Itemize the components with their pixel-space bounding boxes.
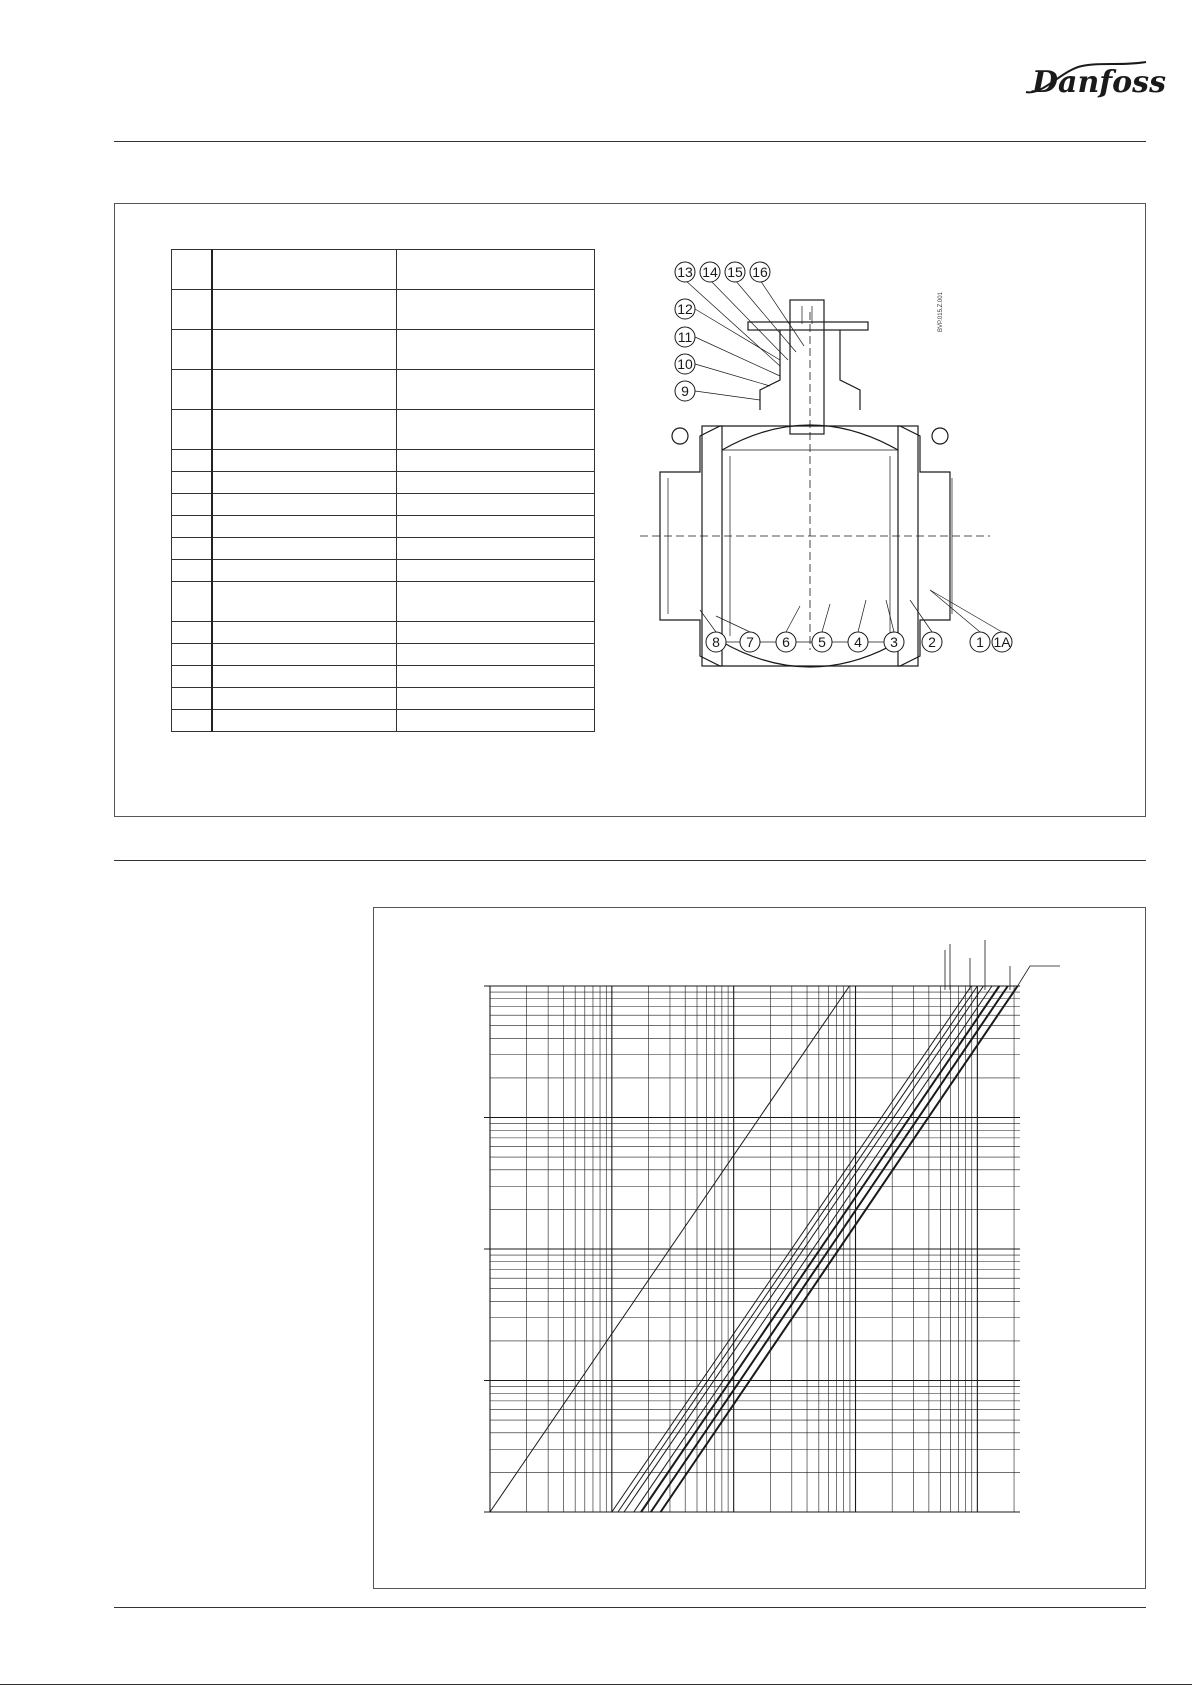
parts-table-row bbox=[172, 410, 595, 450]
leader-left bbox=[695, 364, 770, 386]
callout-7: 7 bbox=[746, 634, 754, 650]
parts-cell-num bbox=[172, 560, 213, 582]
top-divider bbox=[114, 141, 1146, 142]
parts-cell-mat bbox=[397, 538, 595, 560]
parts-cell-num bbox=[172, 494, 213, 516]
parts-table-row bbox=[172, 494, 595, 516]
stem bbox=[790, 300, 824, 434]
parts-table-row bbox=[172, 560, 595, 582]
valve-section-drawing bbox=[630, 260, 1060, 720]
parts-cell-name bbox=[212, 516, 397, 538]
lifting-lug-right bbox=[932, 428, 948, 444]
parts-cell-num bbox=[172, 250, 213, 290]
middle-divider bbox=[114, 860, 1146, 861]
parts-table-row bbox=[172, 290, 595, 330]
parts-table-row bbox=[172, 666, 595, 688]
parts-table-row bbox=[172, 250, 595, 290]
callout-12: 12 bbox=[677, 301, 693, 317]
parts-cell-mat bbox=[397, 622, 595, 644]
parts-cell-name bbox=[212, 582, 397, 622]
parts-cell-name bbox=[212, 410, 397, 450]
leader-bottom bbox=[930, 590, 980, 632]
parts-cell-name bbox=[212, 494, 397, 516]
parts-cell-num bbox=[172, 666, 213, 688]
lifting-lug-left bbox=[672, 428, 688, 444]
leader-bottom bbox=[858, 600, 866, 632]
parts-cell-mat bbox=[397, 644, 595, 666]
leader-bottom bbox=[786, 606, 800, 632]
callout-15: 15 bbox=[727, 264, 743, 280]
parts-cell-mat bbox=[397, 516, 595, 538]
leader-bottom bbox=[910, 600, 932, 632]
callout-4: 4 bbox=[854, 634, 862, 650]
leader-top bbox=[760, 280, 804, 346]
callout-8: 8 bbox=[712, 634, 720, 650]
parts-cell-mat bbox=[397, 450, 595, 472]
parts-table-row bbox=[172, 538, 595, 560]
parts-cell-mat bbox=[397, 410, 595, 450]
callout-16: 16 bbox=[752, 264, 768, 280]
parts-table-row bbox=[172, 582, 595, 622]
right-seat-ring bbox=[898, 426, 918, 666]
parts-table-row bbox=[172, 516, 595, 538]
parts-table-row bbox=[172, 450, 595, 472]
parts-cell-num bbox=[172, 710, 213, 732]
pipe-end-lines bbox=[660, 472, 952, 620]
parts-cell-mat bbox=[397, 560, 595, 582]
parts-cell-num bbox=[172, 516, 213, 538]
parts-cell-name bbox=[212, 450, 397, 472]
mounting-flange bbox=[748, 322, 868, 330]
drawing-id: BVP.015.Z.001 bbox=[938, 292, 944, 332]
callout-3: 3 bbox=[890, 634, 898, 650]
leader-top bbox=[685, 280, 780, 366]
parts-table bbox=[171, 249, 595, 732]
parts-cell-mat bbox=[397, 370, 595, 410]
parts-cell-num bbox=[172, 538, 213, 560]
parts-cell-num bbox=[172, 450, 213, 472]
leader-bottom bbox=[822, 604, 830, 632]
parts-cell-num bbox=[172, 370, 213, 410]
parts-cell-mat bbox=[397, 666, 595, 688]
parts-cell-mat bbox=[397, 290, 595, 330]
parts-cell-name bbox=[212, 644, 397, 666]
parts-table-row bbox=[172, 370, 595, 410]
callout-1: 1 bbox=[976, 634, 984, 650]
leader-bottom bbox=[716, 616, 750, 632]
parts-cell-mat bbox=[397, 330, 595, 370]
parts-cell-name bbox=[212, 370, 397, 410]
parts-table-row bbox=[172, 472, 595, 494]
danfoss-logo bbox=[1022, 52, 1166, 106]
key-slot bbox=[802, 306, 812, 324]
leader-left bbox=[695, 309, 780, 360]
parts-cell-name bbox=[212, 560, 397, 582]
callout-10: 10 bbox=[677, 356, 693, 372]
parts-table-row bbox=[172, 622, 595, 644]
parts-cell-num bbox=[172, 472, 213, 494]
parts-cell-mat bbox=[397, 472, 595, 494]
parts-cell-name bbox=[212, 666, 397, 688]
parts-cell-mat bbox=[397, 250, 595, 290]
parts-table-row bbox=[172, 688, 595, 710]
parts-cell-num bbox=[172, 622, 213, 644]
leader-bottom bbox=[930, 590, 1002, 632]
parts-table-row bbox=[172, 710, 595, 732]
bottom-divider bbox=[114, 1607, 1146, 1608]
parts-cell-mat bbox=[397, 688, 595, 710]
parts-table-row bbox=[172, 330, 595, 370]
parts-cell-name bbox=[212, 710, 397, 732]
parts-cell-num bbox=[172, 410, 213, 450]
parts-table-row bbox=[172, 644, 595, 666]
parts-cell-num bbox=[172, 688, 213, 710]
logo-wordmark: Danfoss bbox=[1032, 65, 1166, 100]
parts-cell-num bbox=[172, 290, 213, 330]
leader-top bbox=[710, 280, 788, 360]
leader-left bbox=[695, 337, 780, 376]
callout-5: 5 bbox=[818, 634, 826, 650]
parts-cell-name bbox=[212, 330, 397, 370]
callout-6: 6 bbox=[782, 634, 790, 650]
valve-body-outline bbox=[660, 426, 950, 666]
callout-11: 11 bbox=[677, 329, 693, 345]
parts-cell-num bbox=[172, 582, 213, 622]
callout-14: 14 bbox=[702, 264, 718, 280]
leader-top bbox=[735, 280, 796, 352]
capacity-chart bbox=[470, 940, 1090, 1560]
parts-cell-name bbox=[212, 688, 397, 710]
parts-cell-name bbox=[212, 622, 397, 644]
callout-9: 9 bbox=[681, 383, 689, 399]
parts-cell-num bbox=[172, 330, 213, 370]
leader-left bbox=[695, 391, 760, 400]
left-seat-ring bbox=[702, 426, 722, 666]
parts-cell-name bbox=[212, 250, 397, 290]
parts-cell-mat bbox=[397, 494, 595, 516]
parts-cell-name bbox=[212, 472, 397, 494]
parts-cell-mat bbox=[397, 710, 595, 732]
parts-cell-mat bbox=[397, 582, 595, 622]
callout-2: 2 bbox=[928, 634, 936, 650]
parts-cell-name bbox=[212, 538, 397, 560]
callout-13: 13 bbox=[677, 264, 693, 280]
series-leader-bend bbox=[1018, 966, 1060, 986]
parts-cell-num bbox=[172, 644, 213, 666]
parts-cell-name bbox=[212, 290, 397, 330]
callout-1A: 1A bbox=[993, 634, 1011, 650]
